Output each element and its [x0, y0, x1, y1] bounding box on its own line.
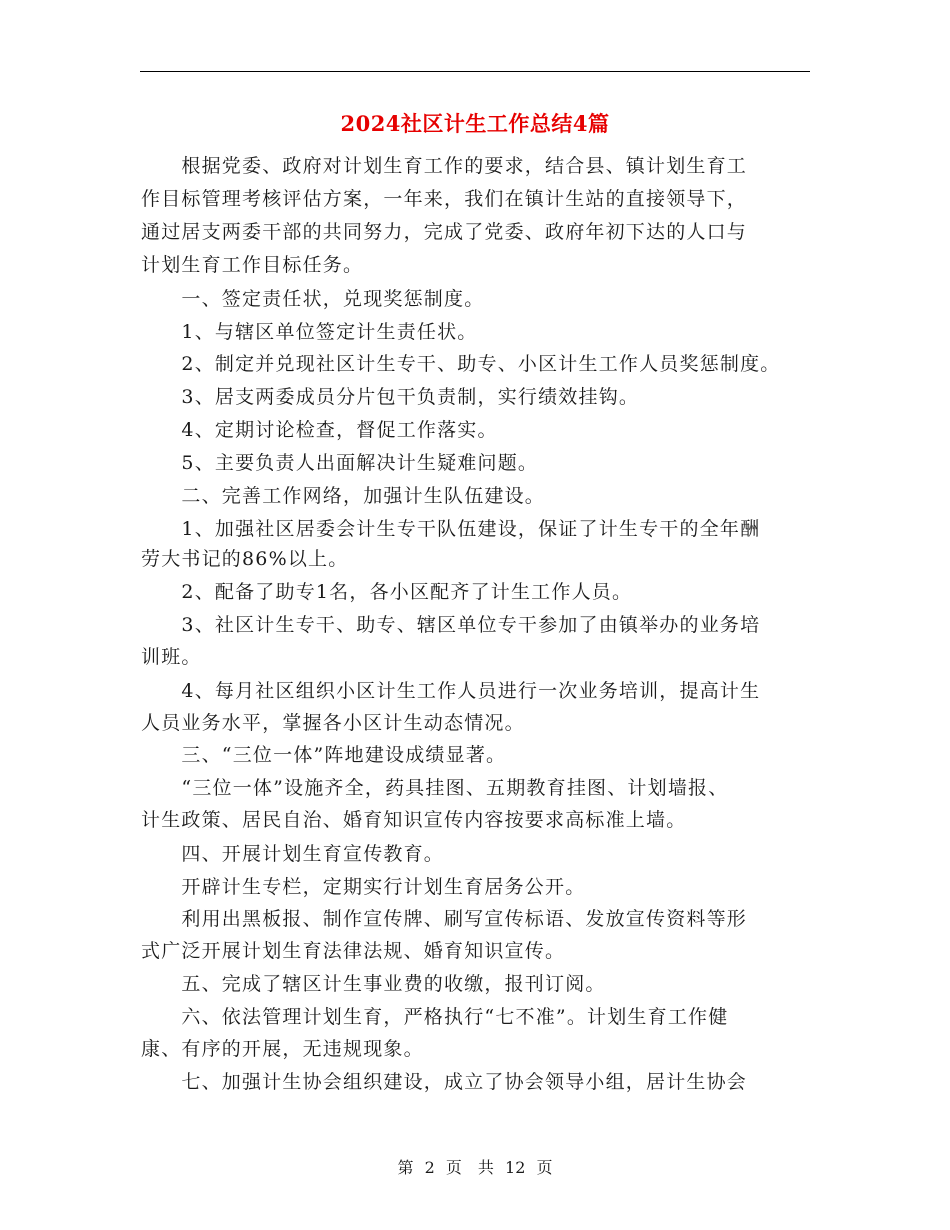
body-line: 一、签定责任状，兑现奖惩制度。 — [141, 288, 485, 310]
body-line: 训班。 — [141, 646, 202, 668]
header-rule — [140, 71, 810, 72]
page-current: 2 — [424, 1158, 435, 1177]
body-line: 七、加强计生协会组织建设，成立了协会领导小组，居计生协会 — [141, 1071, 748, 1093]
body-line: 计生政策、居民自治、婚育知识宣传内容按要求高标准上墙。 — [141, 809, 687, 831]
document-title: 2024社区计生工作总结4篇 — [340, 111, 610, 136]
body-line: 1、与辖区单位签定计生责任状。 — [141, 321, 478, 343]
page-footer — [0, 1155, 950, 1178]
body-line: 三、“三位一体”阵地建设成绩显著。 — [141, 744, 507, 766]
body-line: 计划生育工作目标任务。 — [141, 254, 364, 276]
body-line: 开辟计生专栏，定期实行计划生育居务公开。 — [141, 876, 586, 898]
page-total: 12 — [505, 1158, 526, 1177]
body-line: 人员业务水平，掌握各小区计生动态情况。 — [141, 712, 525, 734]
page-label-mid: 页 共 — [445, 1158, 494, 1177]
body-line: 通过居支两委干部的共同努力，完成了党委、政府年初下达的人口与 — [141, 221, 748, 243]
body-line: 根据党委、政府对计划生育工作的要求，结合县、镇计划生育工 — [141, 155, 748, 177]
body-line: 1、加强社区居委会计生专干队伍建设，保证了计生专干的全年酬 — [141, 518, 761, 540]
body-line: 2、制定并兑现社区计生专干、助专、小区计生工作人员奖惩制度。 — [141, 353, 781, 375]
body-line: 式广泛开展计划生育法律法规、婚育知识宣传。 — [141, 940, 566, 962]
body-line: “三位一体”设施齐全，药具挂图、五期教育挂图、计划墙报、 — [141, 777, 729, 799]
body-line: 五、完成了辖区计生事业费的收缴，报刊订阅。 — [141, 973, 606, 995]
body-line: 5、主要负责人出面解决计生疑难问题。 — [141, 452, 539, 474]
body-line: 作目标管理考核评估方案，一年来，我们在镇计生站的直接领导下， — [141, 188, 748, 210]
page-label-prefix: 第 — [397, 1158, 414, 1177]
body-line: 二、完善工作网络，加强计生队伍建设。 — [141, 485, 546, 507]
page-label-suffix: 页 — [536, 1158, 553, 1177]
body-line: 康、有序的开展，无违规现象。 — [141, 1038, 424, 1060]
body-line: 劳大书记的86%以上。 — [141, 548, 349, 570]
body-line: 四、开展计划生育宣传教育。 — [141, 843, 445, 865]
body-line: 4、定期讨论检查，督促工作落实。 — [141, 419, 498, 441]
body-line: 2、配备了助专1名，各小区配齐了计生工作人员。 — [141, 581, 633, 603]
body-line: 4、每月社区组织小区计生工作人员进行一次业务培训，提高计生 — [141, 680, 761, 702]
body-line: 利用出黑板报、制作宣传牌、刷写宣传标语、发放宣传资料等形 — [141, 908, 748, 930]
body-line: 3、居支两委成员分片包干负责制，实行绩效挂钩。 — [141, 386, 640, 408]
body-line: 3、社区计生专干、助专、辖区单位专干参加了由镇举办的业务培 — [141, 614, 761, 636]
body-line: 六、依法管理计划生育，严格执行“七不准”。计划生育工作健 — [141, 1006, 729, 1028]
